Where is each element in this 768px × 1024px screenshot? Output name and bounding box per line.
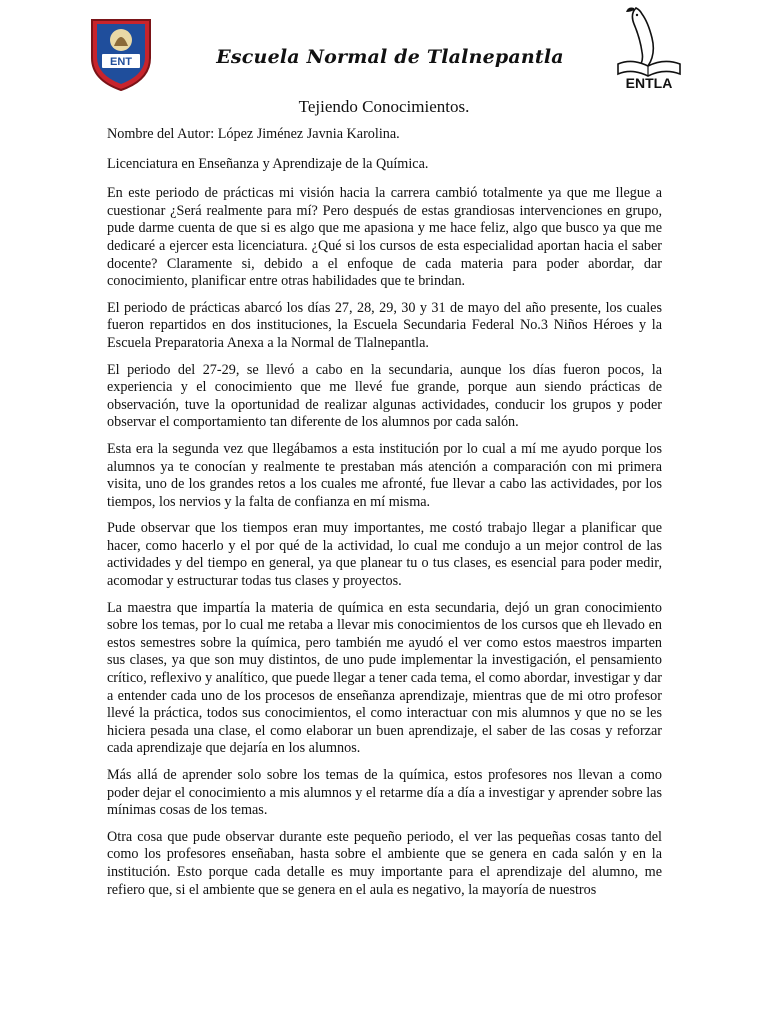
document-title: Tejiendo Conocimientos. [298, 97, 470, 116]
paragraph: Más allá de aprender solo sobre los temas de la química, estos profesores nos llevan a como poder dejar el conocimiento a mis alumnos y el retarme día a día a investigar y aprender sobre las mínimas cosas de los temas. [107, 767, 662, 819]
entla-logo-text: ENTLA [625, 75, 673, 90]
document-body [107, 126, 662, 908]
author-line: Nombre del Autor: López Jiménez Javnia Karolina. [107, 126, 400, 142]
paragraph: La maestra que impartía la materia de química en esta secundaria, dejó un gran conocimiento sobre los temas, por lo cual me retaba a llevar mis conocimientos de los cursos que eh llevado en estos semestres sobre la química, pero también me ayudó el ver como estos maestros imparten sus clases, ya que son muy distintos, de uno pude implementar la investigación, el pensamiento crítico, reflexivo y analítico, que puede llegar a tener cada tema, el como abordar, investigar y dar a entender cada uno de los procesos de enseñanza aprendizaje, mientras que de mi otro profesor llevé la práctica, todos sus conocimientos, el como interactuar con mis alumnos y que no se les hiciera pesada una clase, el como elaborar un buen aprendizaje, el saber de las cosas y reforzar cada aprendizaje que dejaría en los alumnos. [107, 599, 662, 757]
paragraph: Otra cosa que pude observar durante este pequeño periodo, el ver las pequeñas cosas tanto del como los profesores enseñaban, hasta sobre el ambiente que se genera en cada salón y en la institución. Esto porque cada detalle es muy importante para el aprendizaje del alumno, me refiero que, si el ambiente que se genera en el aula es negativo, la mayoría de nuestros [107, 828, 662, 898]
degree-line: Licenciatura en Enseñanza y Aprendizaje de la Química. [107, 155, 429, 172]
ent-shield-logo [88, 14, 154, 92]
paragraph: El periodo de prácticas abarcó los días 27, 28, 29, 30 y 31 de mayo del año presente, los cuales fueron repartidos en dos instituciones, la Escuela Secundaria Federal No.3 Niños Héroes y la Escuela Preparatoria Anexa a la Normal de Tlalnepantla. [107, 299, 662, 351]
paragraph: Pude observar que los tiempos eran muy importantes, me costó trabajo llegar a planificar que hacer, como hacerlo y el por qué de la actividad, lo cual me condujo a un mejor control de las actividades y del tiempo en general, ya que planear tu o tus clases, es esencial para poder medir, acomodar y estructurar todas tus clases y proyectos. [107, 520, 662, 590]
entla-dolphin-logo [612, 4, 686, 90]
paragraph: El periodo del 27-29, se llevó a cabo en la secundaria, aunque los días fueron pocos, la experiencia y el conocimiento que me llevé fue grande, porque aun siendo prácticas de observación, tuve la oportunidad de realizar algunas actividades, conducir los grupos y poder observar el comportamiento tan diferente de los alumnos por cada salón. [107, 361, 662, 431]
ent-logo-text: ENT [110, 56, 132, 68]
school-name-heading: Escuela Normal de Tlalnepantla [216, 46, 564, 68]
paragraph: Esta era la segunda vez que llegábamos a esta institución por lo cual a mí me ayudo porque los alumnos ya te conocían y realmente te prestaban más atención a comparación con mi primera visita, uno de los grandes retos a los cuales me afronté, fue llevar a cabo las actividades, por los tiempos, los nervios y la falta de confianza en mí misma. [107, 440, 662, 510]
paragraph: En este periodo de prácticas mi visión hacia la carrera cambió totalmente ya que me llegue a cuestionar ¿Será realmente para mí? Pero después de estas grandiosas intervenciones en grupo, pude darme cuenta de que si es algo que me apasiona y me hace feliz, algo que busco ya que me dedicaré a ejercer esta licenciatura. ¿Qué si los cursos de esta especialidad aportan hacia el saber docente? Claramente si, debido a el enfoque de cada materia para poder abordar, dar conocimiento, planificar entre otras habilidades que te brindan. [107, 185, 662, 290]
